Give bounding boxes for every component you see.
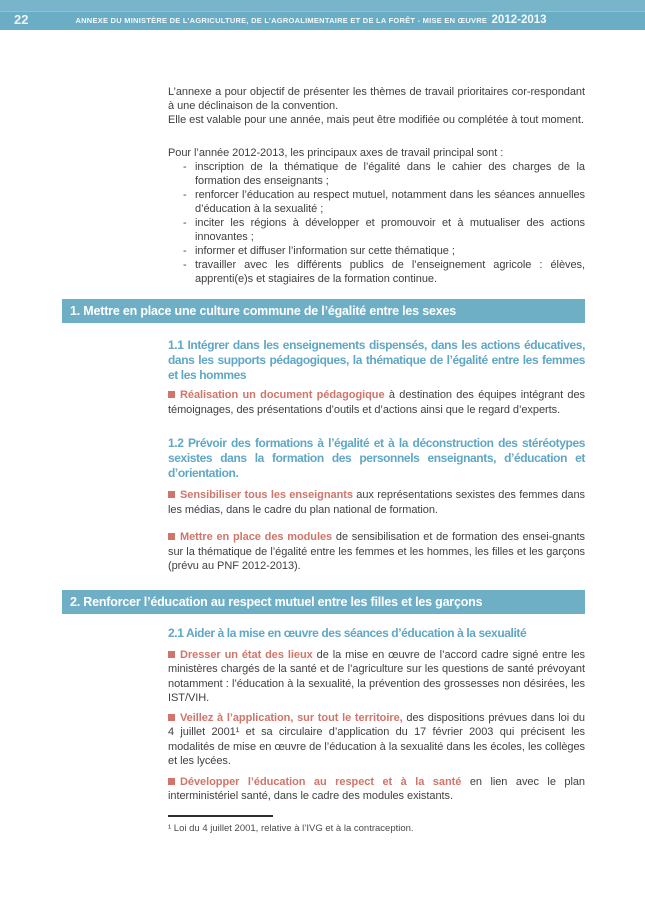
subsection-1-2-heading: 1.2 Prévoir des formations à l’égalité et à la déconstruction des stéréotypes sexistes dans la formation des personnels enseignants, d’éducation et d’orientation. xyxy=(168,436,585,480)
action-text: de sensibilisation et de formation des ensei-gnants sur la thématique de l’égalité entre les femmes et les hommes, les filles et les garçons (prévu au PNF 2012-2013). xyxy=(168,531,585,572)
section-1-heading: 1. Mettre en place une culture commune de l’égalité entre les sexes xyxy=(70,303,456,318)
section-1-heading-bar xyxy=(62,299,585,323)
action-text: aux représentations sexistes des femmes dans les médias, dans le cadre du plan national de formation. xyxy=(168,489,586,516)
action-lead: Sensibiliser tous les enseignants xyxy=(180,489,353,501)
list-item-text: inciter les régions à développer et promouvoir et à mutualiser des actions innovantes ; xyxy=(195,217,585,243)
dash-bullet: - xyxy=(183,161,187,173)
header-title-text: ANNEXE DU MINISTÈRE DE L’AGRICULTURE, DE L’AGROALIMENTAIRE ET DE LA FORÊT - MISE EN ŒUVRE xyxy=(75,16,488,25)
axes-list xyxy=(168,160,585,286)
action-text: en lien avec le plan interministériel santé, dans le cadre des modules existants. xyxy=(168,775,585,802)
square-bullet-icon xyxy=(168,651,175,658)
page-number: 22 xyxy=(14,12,29,27)
intro-paragraph-2: Elle est valable pour une année, mais peut être modifiée ou complétée à tout moment. xyxy=(168,114,584,126)
list-item xyxy=(168,258,585,286)
footnote-text: ¹ Loi du 4 juillet 2001, relative à l’IVG et à la contraception. xyxy=(168,822,414,834)
section-2-heading-bar xyxy=(62,590,585,614)
subsection-2-1-heading: 2.1 Aider à la mise en œuvre des séances d’éducation à la sexualité xyxy=(168,625,527,640)
list-item xyxy=(168,188,585,216)
dash-bullet: - xyxy=(183,245,187,257)
action-text: de la mise en œuvre de l’accord cadre signé entre les ministères chargés de la santé et de l’agriculture sur les questions de santé prévoyant notamment : l’éducation à la sexualité, la prévention des grossesses non désirées, les IST/VIH. xyxy=(168,648,585,704)
square-bullet-icon xyxy=(168,533,175,540)
list-item xyxy=(168,244,585,258)
action-paragraph xyxy=(168,711,585,769)
header-year: 2012-2013 xyxy=(491,14,547,26)
list-item-text: informer et diffuser l’information sur cette thématique ; xyxy=(195,245,455,257)
action-paragraph xyxy=(168,388,585,417)
action-paragraph xyxy=(168,488,585,517)
action-paragraph xyxy=(168,530,585,574)
dash-bullet: - xyxy=(183,189,187,201)
subsection-1-1-heading: 1.1 Intégrer dans les enseignements dispensés, dans les actions éducatives, dans les supports pédagogiques, la thématique de l’égalité entre les femmes et les hommes xyxy=(168,338,585,382)
dash-bullet: - xyxy=(183,259,187,271)
action-text: des dispositions prévues dans loi du 4 juillet 2001¹ et sa circulaire d’application du 17 février 2003 qui précisent les modalités de mise en œuvre de l’éducation à la sexualité dans les écoles, les collèges et les lycées. xyxy=(168,711,586,767)
action-lead: Mettre en place des modules xyxy=(180,531,333,543)
action-lead: Dresser un état des lieux xyxy=(180,648,313,661)
intro-paragraph-1: L’annexe a pour objectif de présenter les thèmes de travail prioritaires cor-respondant à une déclinaison de la convention. xyxy=(168,86,585,112)
action-paragraph xyxy=(168,775,585,804)
square-bullet-icon xyxy=(168,491,175,498)
list-item-text: renforcer l’éducation au respect mutuel, notamment dans les séances annuelles d’éducation à la sexualité ; xyxy=(195,189,585,215)
square-bullet-icon xyxy=(168,391,175,398)
section-2-heading: 2. Renforcer l’éducation au respect mutuel entre les filles et les garçons xyxy=(70,593,483,609)
dash-bullet: - xyxy=(183,217,187,229)
intro-block xyxy=(168,85,585,127)
list-item-text: travailler avec les différents publics de l’enseignement agricole : élèves, apprenti(e)s et stagiaires de la formation continue. xyxy=(195,259,585,285)
list-item xyxy=(168,216,585,244)
square-bullet-icon xyxy=(168,778,175,785)
list-item xyxy=(168,160,585,188)
list-item-text: inscription de la thématique de l’égalité dans le cahier des charges de la formation des enseignants ; xyxy=(195,161,585,187)
action-paragraph xyxy=(168,648,585,706)
square-bullet-icon xyxy=(168,714,175,721)
action-text: à destination des équipes intégrant des témoignages, des présentations d’outils et d’actions ainsi que le regard d’experts. xyxy=(168,389,586,416)
page-header-bar xyxy=(0,0,645,30)
axes-lead: Pour l’année 2012-2013, les principaux axes de travail principal sont : xyxy=(168,147,504,159)
action-lead: Réalisation un document pédagogique xyxy=(180,389,385,401)
header-title xyxy=(75,15,546,26)
action-lead: Développer l’éducation au respect et à la santé xyxy=(180,775,462,788)
action-lead: Veillez à l’application, sur tout le territoire, xyxy=(180,711,403,724)
footnote-divider xyxy=(168,815,273,817)
